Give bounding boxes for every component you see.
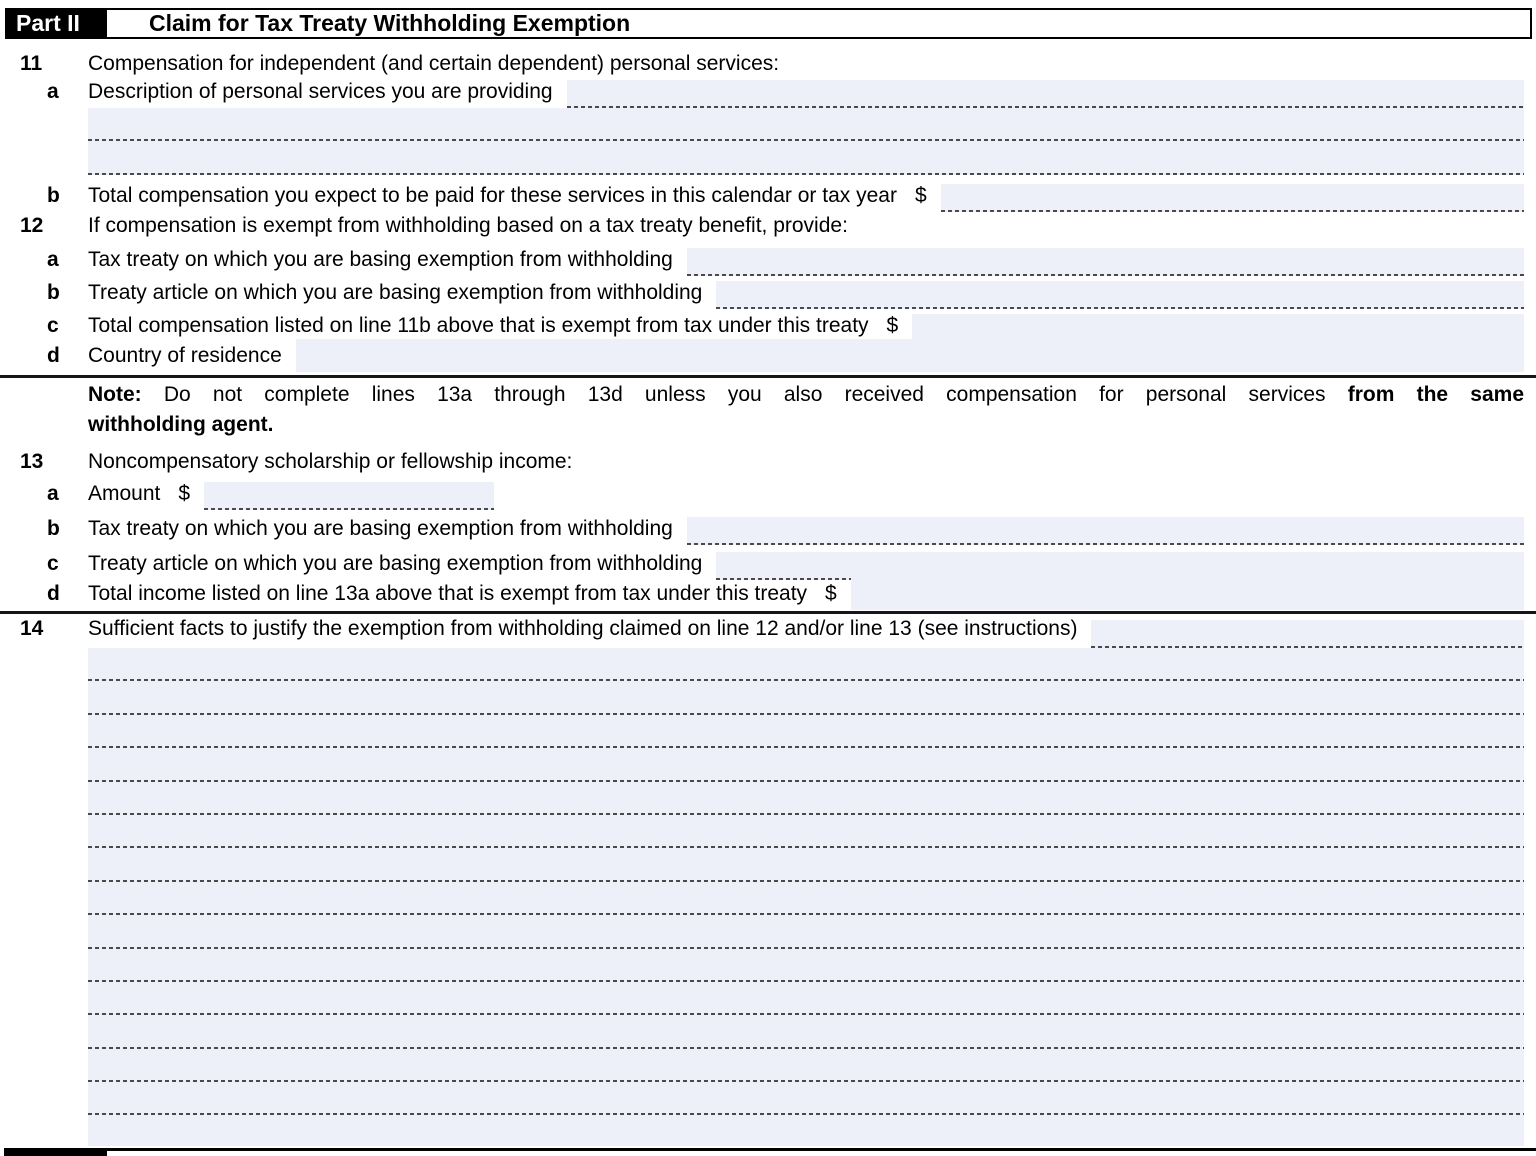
- line-14-answer-area[interactable]: [88, 648, 1524, 1146]
- write-line: [88, 915, 1524, 948]
- line-14-label: Sufficient facts to justify the exemption from withholding claimed on line 12 and/or line 13 (see instructions): [88, 617, 1078, 640]
- line-11-label: Compensation for independent (and certain dependent) personal services:: [88, 52, 780, 75]
- note-label: Note:: [88, 383, 142, 406]
- line-13a-label: Amount: [88, 482, 161, 505]
- write-line: [88, 715, 1524, 748]
- line-12b: [0, 276, 1524, 309]
- line-13a-field[interactable]: [204, 482, 494, 510]
- line-13a-letter: a: [47, 482, 59, 505]
- part-ii-header: [5, 8, 1532, 39]
- line-12d-field[interactable]: [296, 339, 1524, 372]
- dollar-sign: $: [825, 582, 837, 605]
- line-12d-letter: d: [47, 344, 60, 367]
- line-13d: [0, 577, 1524, 610]
- line-12-number: 12: [20, 214, 44, 237]
- line-11a-letter: a: [47, 80, 59, 103]
- line-12a-label: Tax treaty on which you are basing exemption from withholding: [88, 248, 673, 271]
- write-line: [88, 681, 1524, 714]
- line-12b-field[interactable]: [716, 281, 1524, 309]
- line-13c: [0, 547, 1524, 580]
- line-13-number: 13: [20, 450, 44, 473]
- write-line: [88, 949, 1524, 982]
- line-13: [0, 445, 1524, 478]
- line-11b-label: Total compensation you expect to be paid for these services in this calendar or tax year: [88, 184, 897, 207]
- line-13-label: Noncompensatory scholarship or fellowship income:: [88, 450, 573, 473]
- write-line: [88, 782, 1524, 815]
- write-line: [88, 108, 1524, 141]
- line-11b-field[interactable]: [941, 184, 1524, 212]
- line-12: [0, 209, 1524, 242]
- note-body: Do not complete lines 13a through 13d unless you also received compensation for personal services: [163, 383, 1326, 406]
- note-line-1: [88, 380, 1524, 410]
- note-line-2: withholding agent.: [88, 413, 274, 436]
- write-line: [88, 882, 1524, 915]
- line-13b-field[interactable]: [687, 517, 1524, 545]
- line-12c-label: Total compensation listed on line 11b above that is exempt from tax under this treaty: [88, 314, 869, 337]
- line-13d-label: Total income listed on line 13a above that is exempt from tax under this treaty: [88, 582, 808, 605]
- line-11a-field-continuation[interactable]: [88, 108, 1524, 175]
- line-14: [0, 612, 1524, 648]
- write-line: [88, 648, 1524, 681]
- write-line: [88, 815, 1524, 848]
- line-13c-letter: c: [47, 552, 59, 575]
- line-12-label: If compensation is exempt from withholding based on a tax treaty benefit, provide:: [88, 214, 848, 237]
- line-13b: [0, 512, 1524, 545]
- line-13c-field[interactable]: [716, 552, 1524, 580]
- dollar-sign: $: [886, 314, 899, 337]
- line-12d: [0, 339, 1524, 372]
- write-line: [88, 1082, 1524, 1115]
- write-line: [88, 748, 1524, 781]
- line-12c-letter: c: [47, 314, 59, 337]
- dollar-sign: $: [914, 184, 927, 207]
- line-12c: [0, 309, 1524, 342]
- line-11b: [0, 179, 1524, 212]
- line-11a-label: Description of personal services you are providing: [88, 80, 553, 103]
- line-12a-field[interactable]: [687, 248, 1524, 276]
- note-bold-tail: from the same: [1347, 383, 1525, 406]
- line-13b-label: Tax treaty on which you are basing exemption from withholding: [88, 517, 673, 540]
- line-12a: [0, 243, 1524, 276]
- line-12b-letter: b: [47, 281, 60, 304]
- write-line: [88, 1015, 1524, 1048]
- line-12c-field[interactable]: [912, 314, 1524, 342]
- line-13b-letter: b: [47, 517, 60, 540]
- note-13-instructions: [88, 380, 1524, 440]
- part-iii-border-cutoff: [4, 1148, 1536, 1151]
- part-ii-label: Part II: [7, 10, 107, 37]
- line-12a-letter: a: [47, 248, 59, 271]
- line-13d-field[interactable]: [851, 577, 1524, 610]
- line-13d-letter: d: [47, 582, 60, 605]
- line-11-number: 11: [20, 52, 43, 75]
- write-line: [88, 982, 1524, 1015]
- line-11a-field[interactable]: [567, 80, 1524, 108]
- write-line: [88, 1049, 1524, 1082]
- line-12d-label: Country of residence: [88, 344, 282, 367]
- write-line: [88, 848, 1524, 881]
- line-11a: [0, 75, 1524, 108]
- dollar-sign: $: [178, 482, 191, 505]
- line-11b-letter: b: [47, 184, 60, 207]
- part-ii-title: Claim for Tax Treaty Withholding Exemption: [149, 10, 631, 36]
- line-13c-label: Treaty article on which you are basing exemption from withholding: [88, 552, 703, 575]
- part-iii-label-cutoff: [4, 1148, 107, 1156]
- line-12b-label: Treaty article on which you are basing exemption from withholding: [88, 281, 703, 304]
- line-14-field-lead[interactable]: [1091, 620, 1524, 648]
- section-divider: [0, 375, 1536, 378]
- line-14-number: 14: [20, 617, 44, 640]
- line-13a: [0, 477, 1524, 510]
- write-line: [88, 141, 1524, 175]
